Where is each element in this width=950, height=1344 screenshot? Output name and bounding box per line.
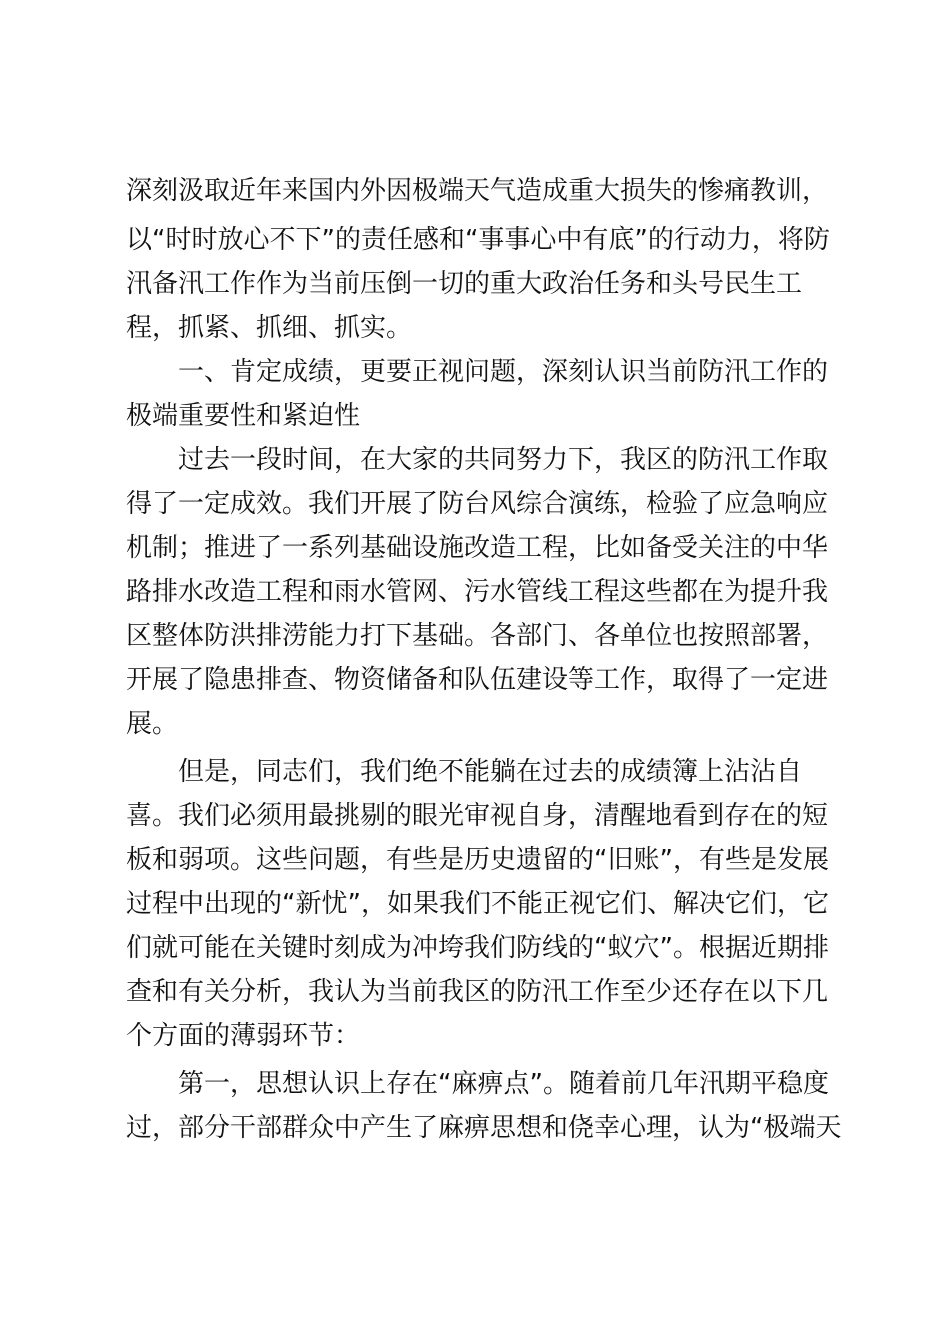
text-line-10: 路排水改造工程和雨水管网、污水管线工程这些都在为提升我 [126, 577, 829, 607]
text-line-13: 展。 [126, 709, 179, 739]
text-line-15: 喜。我们必须用最挑剔的眼光审视自身，清醒地看到存在的短 [126, 801, 829, 831]
text-line-4: 程，抓紧、抓细、抓实。 [126, 313, 413, 343]
section-heading-line-2: 极端重要性和紧迫性 [126, 401, 361, 431]
text-line-22: 过，部分干部群众中产生了麻痹思想和侥幸心理，认为“极端天 [126, 1113, 842, 1143]
text-line-21: 第一，思想认识上存在“麻痹点”。随着前几年汛期平稳度 [178, 1069, 829, 1099]
text-line-16: 板和弱项。这些问题，有些是历史遗留的“旧账”，有些是发展 [126, 845, 829, 875]
text-line-11: 区整体防洪排涝能力打下基础。各部门、各单位也按照部署， [126, 621, 829, 651]
text-line-8: 得了一定成效。我们开展了防台风综合演练，检验了应急响应 [126, 489, 829, 519]
text-line-7: 过去一段时间，在大家的共同努力下，我区的防汛工作取 [178, 445, 829, 475]
section-heading-line-1: 一、肯定成绩，更要正视问题，深刻认识当前防汛工作的 [178, 357, 829, 387]
text-line-14: 但是，同志们，我们绝不能躺在过去的成绩簿上沾沾自 [178, 757, 803, 787]
text-line-19: 查和有关分析，我认为当前我区的防汛工作至少还存在以下几 [126, 977, 829, 1007]
text-line-12: 开展了隐患排查、物资储备和队伍建设等工作，取得了一定进 [126, 665, 829, 695]
text-line-2: 以“时时放心不下”的责任感和“事事心中有底”的行动力，将防 [126, 225, 830, 255]
text-line-3: 汛备汛工作作为当前压倒一切的重大政治任务和头号民生工 [126, 269, 803, 299]
text-line-20: 个方面的薄弱环节： [126, 1021, 361, 1051]
text-line-18: 们就可能在关键时刻成为冲垮我们防线的“蚁穴”。根据近期排 [126, 933, 829, 963]
text-line-9: 机制；推进了一系列基础设施改造工程，比如备受关注的中华 [126, 533, 829, 563]
text-line-17: 过程中出现的“新忧”，如果我们不能正视它们、解决它们，它 [126, 889, 829, 919]
text-line-1: 深刻汲取近年来国内外因极端天气造成重大损失的惨痛教训， [126, 176, 829, 206]
